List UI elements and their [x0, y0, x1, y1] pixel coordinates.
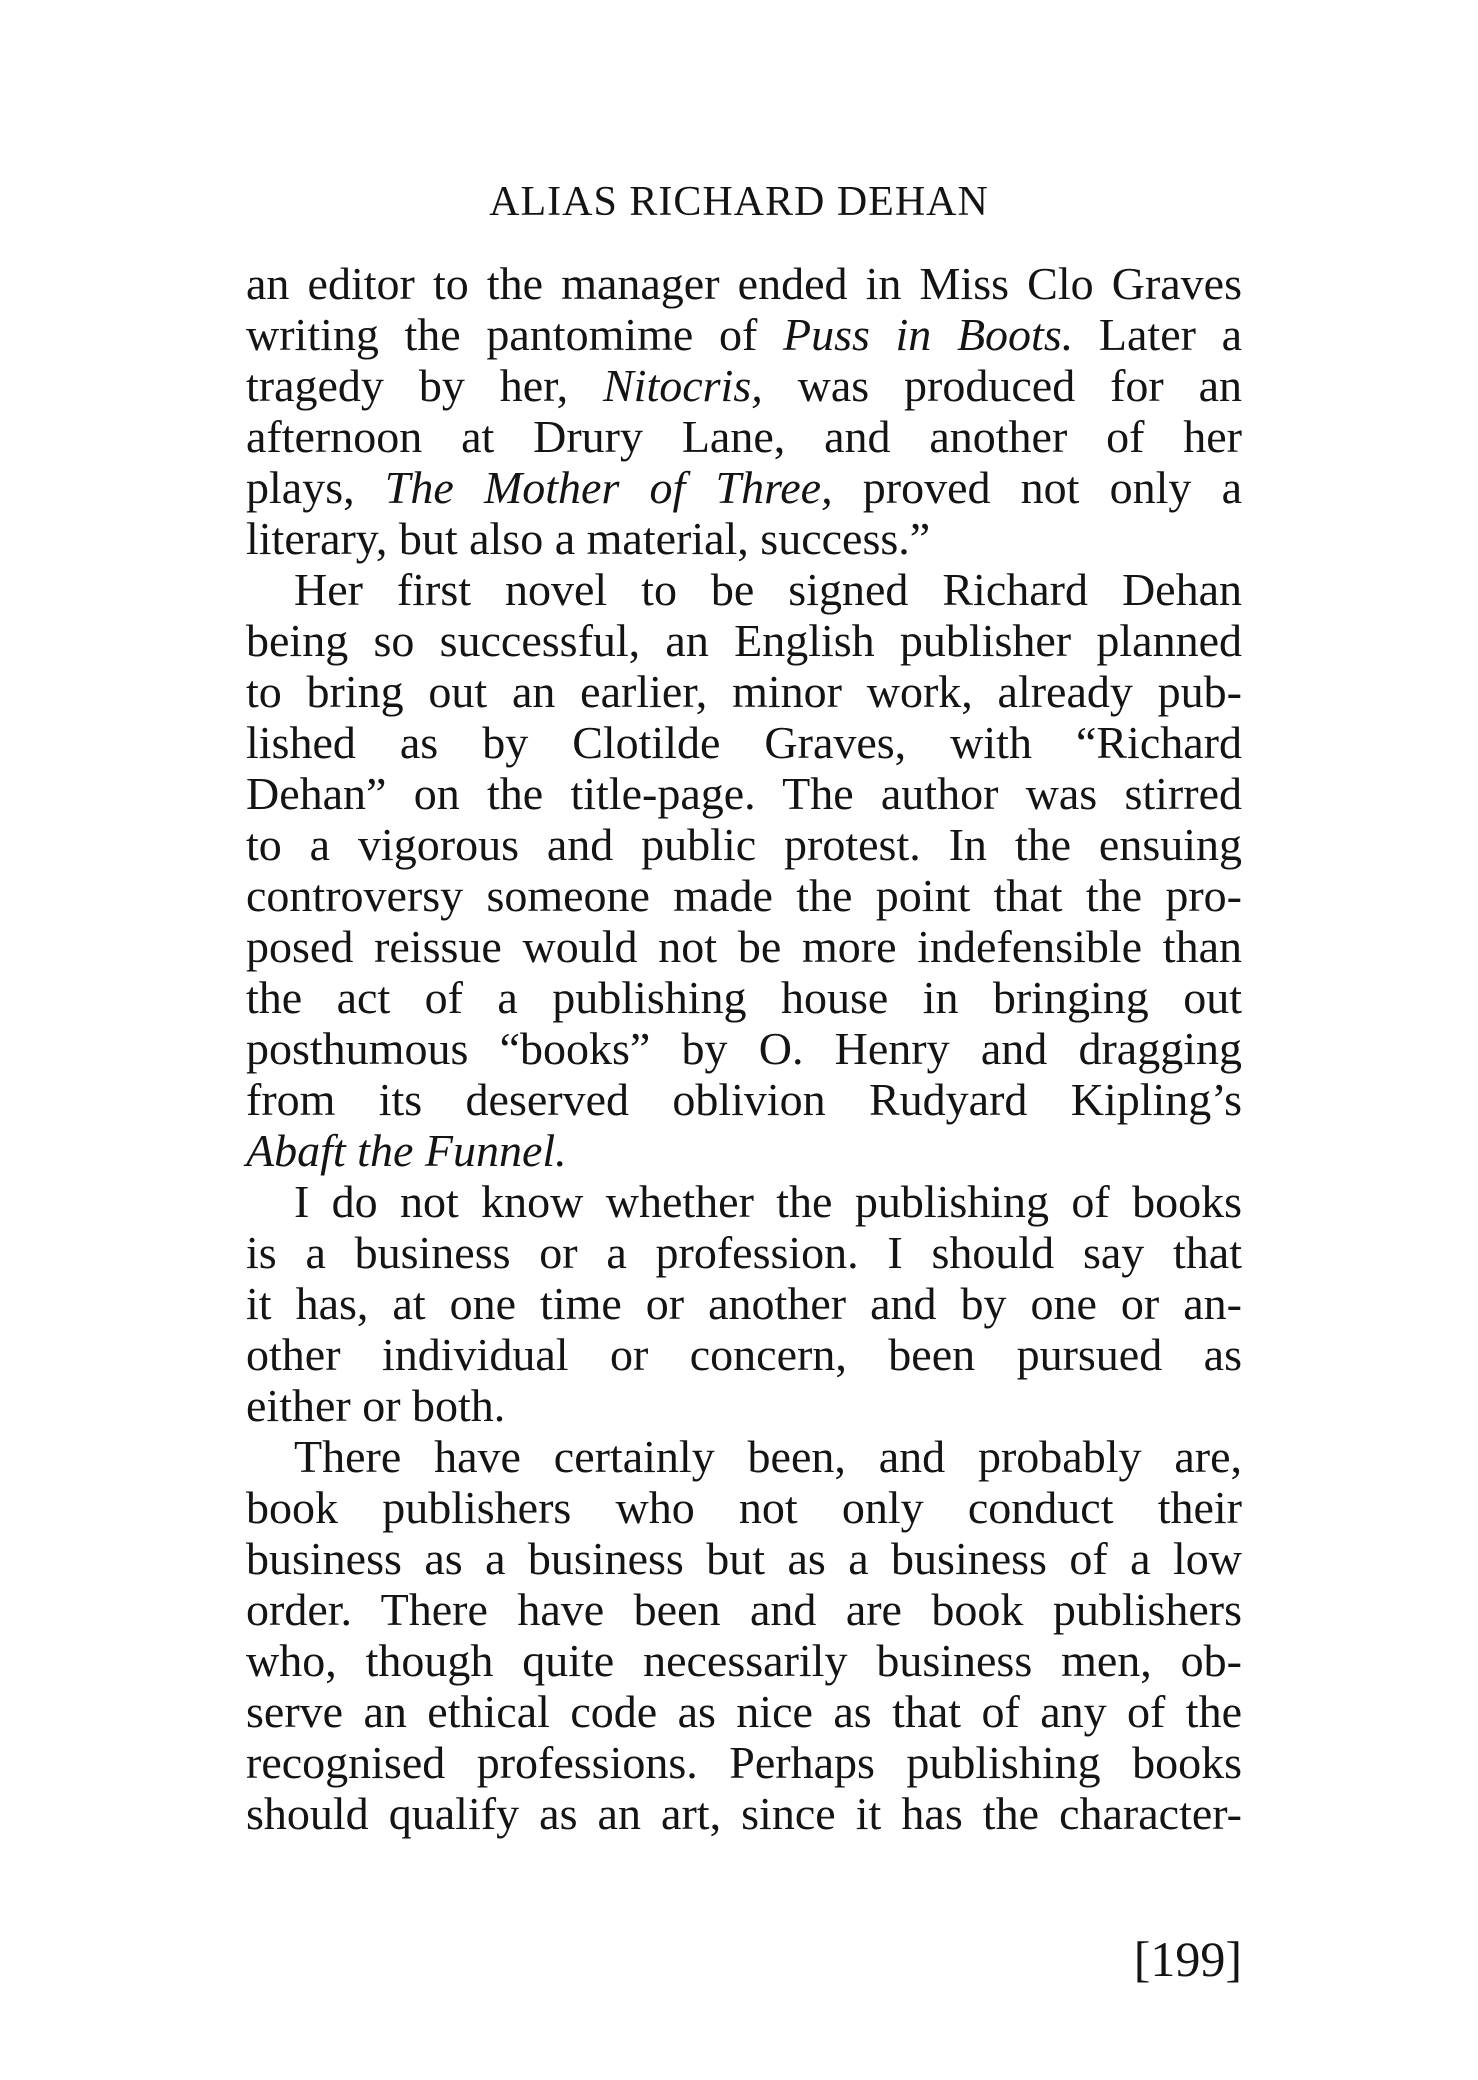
text-line: controversy someone made the point that the pro-: [246, 870, 1242, 921]
paragraph-2: [246, 564, 1242, 1176]
text-line: who, though quite necessarily business men, ob-: [246, 1635, 1242, 1686]
text-line: lished as by Clotilde Graves, with “Richard: [246, 717, 1242, 768]
text-line: to bring out an earlier, minor work, already pub-: [246, 666, 1242, 717]
text-line: from its deserved oblivion Rudyard Kipling’s: [246, 1074, 1242, 1125]
text-line: book publishers who not only conduct their: [246, 1482, 1242, 1533]
text-line: [246, 1125, 1242, 1176]
text-line: an editor to the manager ended in Miss Clo Graves: [246, 258, 1242, 309]
text-span: Later a: [1073, 309, 1243, 360]
paragraph-1: [246, 258, 1242, 564]
text-line: Her first novel to be signed Richard Dehan: [294, 564, 1242, 615]
italic-title: Puss in Boots.: [782, 309, 1074, 360]
text-line: posthumous “books” by O. Henry and dragging: [246, 1023, 1242, 1074]
text-line: either or both.: [246, 1380, 506, 1431]
text-line: order. There have been and are book publishers: [246, 1584, 1242, 1635]
text-line: [246, 462, 1242, 513]
text-line: There have certainly been, and probably are,: [294, 1431, 1242, 1482]
text-line: [246, 360, 1242, 411]
text-line: Dehan” on the title-page. The author was stirred: [246, 768, 1242, 819]
text-line: the act of a publishing house in bringing out: [246, 972, 1242, 1023]
text-span: tragedy by her,: [246, 360, 603, 411]
text-line: afternoon at Drury Lane, and another of her: [246, 411, 1242, 462]
text-span: plays,: [246, 462, 385, 513]
text-line: to a vigorous and public protest. In the ensuing: [246, 819, 1242, 870]
body-text: [246, 258, 1242, 1839]
text-line: serve an ethical code as nice as that of any of the: [246, 1686, 1242, 1737]
text-line: being so successful, an English publisher planned: [246, 615, 1242, 666]
page-number: [199]: [1133, 1931, 1242, 1987]
text-line: [246, 309, 1242, 360]
text-span: writing the pantomime of: [246, 309, 783, 360]
text-line: I do not know whether the publishing of books: [294, 1176, 1242, 1227]
text-line: other individual or concern, been pursued as: [246, 1329, 1242, 1380]
paragraph-3: [246, 1176, 1242, 1431]
text-span: was produced for an: [762, 360, 1243, 411]
paragraph-4: [246, 1431, 1242, 1839]
text-line: business as a business but as a business of a low: [246, 1533, 1242, 1584]
text-line: literary, but also a material, success.”: [246, 513, 931, 564]
text-line: posed reissue would not be more indefensible than: [246, 921, 1242, 972]
text-line: is a business or a profession. I should say that: [246, 1227, 1242, 1278]
text-line: it has, at one time or another and by one or an-: [246, 1278, 1242, 1329]
running-head: ALIAS RICHARD DEHAN: [489, 179, 989, 225]
italic-title: The Mother of Three,: [384, 462, 833, 513]
italic-title: Abaft the Funnel.: [246, 1125, 567, 1176]
italic-title: Nitocris,: [602, 360, 763, 411]
text-line: recognised professions. Perhaps publishing books: [246, 1737, 1242, 1788]
text-line: should qualify as an art, since it has the character-: [246, 1788, 1242, 1839]
text-span: proved not only a: [832, 462, 1243, 513]
